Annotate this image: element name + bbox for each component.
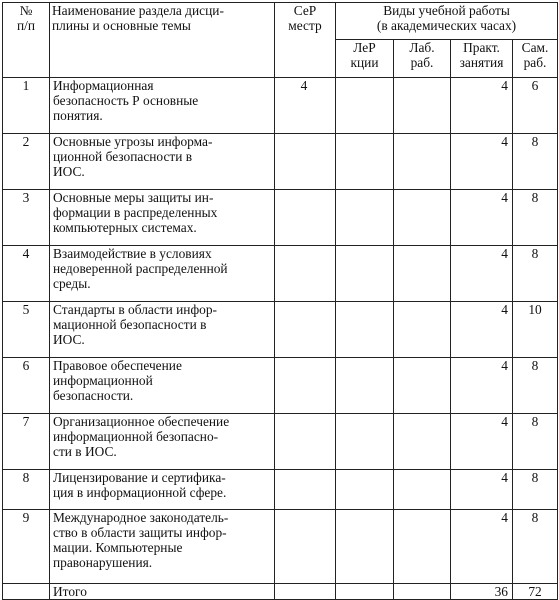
- row-num: 2: [3, 134, 50, 190]
- row-num: 8: [3, 470, 50, 510]
- row-labs: [394, 246, 451, 302]
- total-row: [3, 584, 558, 600]
- row-name: Взаимодействие в условиях недоверенной распределенной среды.: [50, 246, 275, 302]
- row-lectures: [336, 246, 394, 302]
- row-lectures: [336, 302, 394, 358]
- row-labs: [394, 134, 451, 190]
- row-name: Правовое обеспечение информационной безопасности.: [50, 358, 275, 414]
- row-practice: 4: [451, 246, 513, 302]
- table-row: [3, 246, 558, 302]
- row-lectures: [336, 414, 394, 470]
- total-semester: [275, 584, 336, 600]
- row-self: 8: [513, 190, 558, 246]
- row-name: Информационная безопасность Р основные понятия.: [50, 78, 275, 134]
- row-semester: [275, 302, 336, 358]
- row-num: 9: [3, 510, 50, 584]
- row-self: 8: [513, 414, 558, 470]
- row-practice: 4: [451, 190, 513, 246]
- row-num: 5: [3, 302, 50, 358]
- header-practice: Практ. занятия: [451, 40, 513, 78]
- row-num: 6: [3, 358, 50, 414]
- row-lectures: [336, 470, 394, 510]
- row-num: 7: [3, 414, 50, 470]
- total-labs: [394, 584, 451, 600]
- total-label: Итого: [50, 584, 275, 600]
- table-row: [3, 470, 558, 510]
- row-practice: 4: [451, 470, 513, 510]
- table-row: [3, 358, 558, 414]
- row-labs: [394, 302, 451, 358]
- row-num: 1: [3, 78, 50, 134]
- table-row: [3, 134, 558, 190]
- row-self: 8: [513, 134, 558, 190]
- row-lectures: [336, 190, 394, 246]
- table-row: [3, 414, 558, 470]
- row-name: Основные угрозы информа- ционной безопасности в ИОС.: [50, 134, 275, 190]
- table-row: [3, 302, 558, 358]
- row-labs: [394, 358, 451, 414]
- row-name: Организационное обеспечение информационной безопасно- сти в ИОС.: [50, 414, 275, 470]
- table-row: [3, 78, 558, 134]
- row-semester: [275, 134, 336, 190]
- row-name: Стандарты в области инфор- мационной безопасности в ИОС.: [50, 302, 275, 358]
- row-self: 8: [513, 358, 558, 414]
- row-practice: 4: [451, 414, 513, 470]
- row-practice: 4: [451, 78, 513, 134]
- row-semester: [275, 190, 336, 246]
- row-practice: 4: [451, 358, 513, 414]
- row-self: 6: [513, 78, 558, 134]
- row-labs: [394, 510, 451, 584]
- header-semester: СеР местр: [275, 3, 336, 78]
- row-lectures: [336, 134, 394, 190]
- total-num: [3, 584, 50, 600]
- table-row: [3, 510, 558, 584]
- row-self: 8: [513, 470, 558, 510]
- row-lectures: [336, 510, 394, 584]
- row-num: 4: [3, 246, 50, 302]
- row-semester: 4: [275, 78, 336, 134]
- row-semester: [275, 470, 336, 510]
- row-self: 8: [513, 246, 558, 302]
- header-kinds: Виды учебной работы (в академических часах): [336, 3, 558, 40]
- row-labs: [394, 414, 451, 470]
- row-num: 3: [3, 190, 50, 246]
- total-lectures: [336, 584, 394, 600]
- row-semester: [275, 358, 336, 414]
- row-self: 8: [513, 510, 558, 584]
- total-self: 72: [513, 584, 558, 600]
- row-lectures: [336, 78, 394, 134]
- header-lectures: ЛеР кции: [336, 40, 394, 78]
- row-name: Основные меры защиты ин- формации в распределенных компьютерных системах.: [50, 190, 275, 246]
- row-name: Лицензирование и сертифика- ция в информационной сфере.: [50, 470, 275, 510]
- header-labs: Лаб. раб.: [394, 40, 451, 78]
- row-lectures: [336, 358, 394, 414]
- row-labs: [394, 470, 451, 510]
- total-practice: 36: [451, 584, 513, 600]
- row-semester: [275, 414, 336, 470]
- header-row-1: [3, 3, 558, 40]
- header-self: Сам. раб.: [513, 40, 558, 78]
- row-self: 10: [513, 302, 558, 358]
- row-practice: 4: [451, 302, 513, 358]
- row-practice: 4: [451, 510, 513, 584]
- table-row: [3, 190, 558, 246]
- row-labs: [394, 190, 451, 246]
- row-labs: [394, 78, 451, 134]
- row-semester: [275, 246, 336, 302]
- header-name: Наименование раздела дисци- плины и основные темы: [50, 3, 275, 78]
- row-practice: 4: [451, 134, 513, 190]
- header-num: № п/п: [3, 3, 50, 78]
- curriculum-table: [2, 2, 558, 600]
- row-semester: [275, 510, 336, 584]
- row-name: Международное законодатель- ство в области защиты инфор- мации. Компьютерные правонарушения.: [50, 510, 275, 584]
